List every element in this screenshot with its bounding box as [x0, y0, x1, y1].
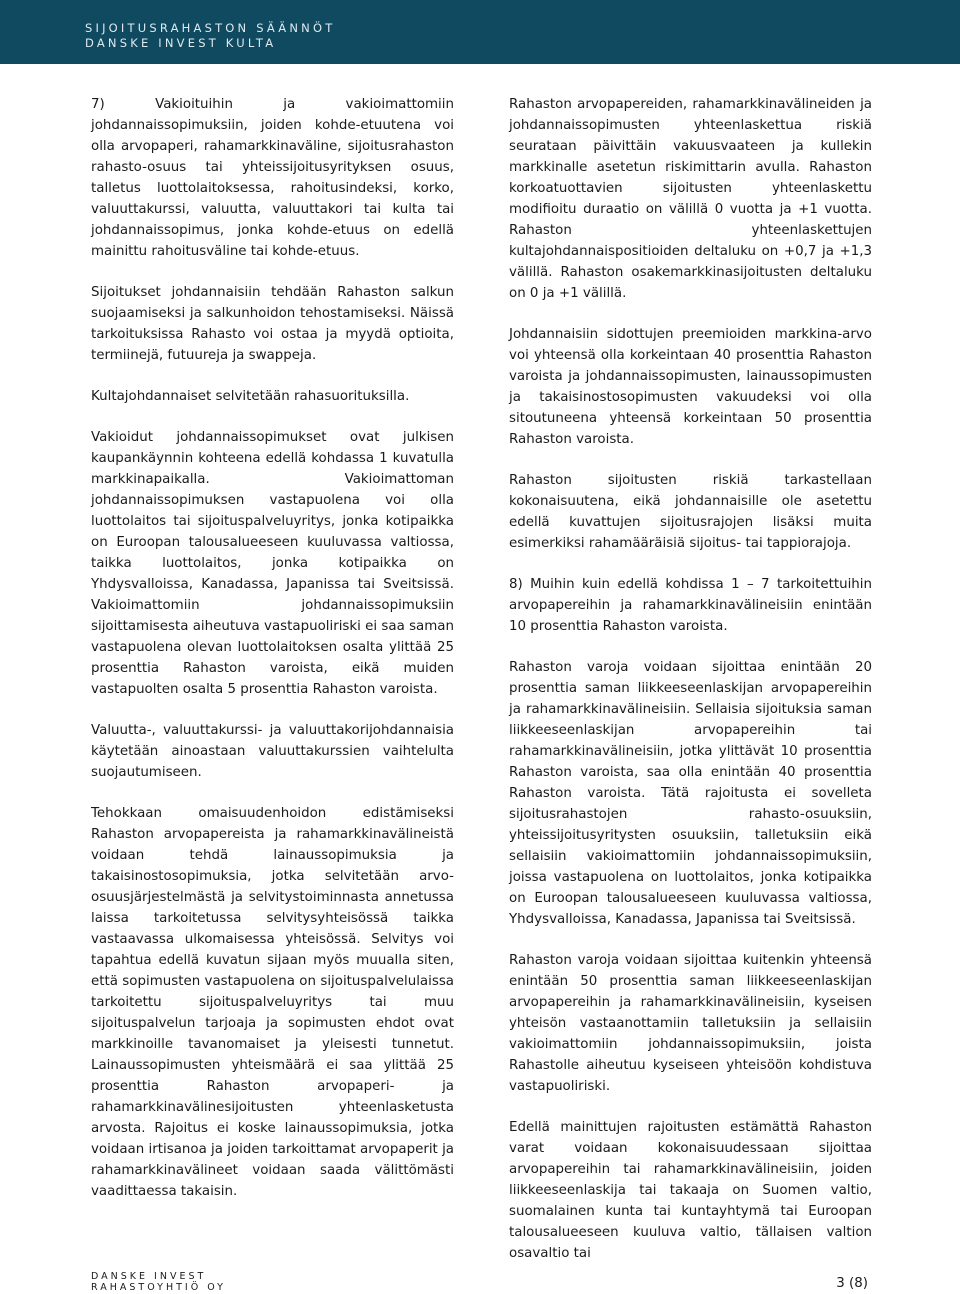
- paragraph: Tehokkaan omaisuudenhoidon edistämiseksi Rahaston arvopapereista ja rahamarkkinavälineistä voidaan tehdä lainaussopimuksia ja takaisinostosopimuksia, jotka selvitetään arvo-osuusjärjestelmästä ja selvitystoiminnasta annetussa laissa tarkoitetussa selvitysyhteisössä taikka vastaavassa ulkomaisessa yhteisössä. Selvitys voi tapahtua edellä kuvatun sijaan myös muualla siten, että sopimusten vastapuolena on sijoituspalvelulaissa tarkoitettu sijoituspalveluyritys tai muu sijoituspalvelun tarjoaja ja sopimusten ehdot ovat markkinoille tavanomaiset ja yleisesti tunnetut. Lainaussopimusten yhteismäärä ei saa ylittää 25 prosenttia Rahaston arvopaperi- ja rahamarkkinavälinesijoitusten yhteenlasketusta arvosta. Rajoitus ei koske lainaussopimuksia, jotka voidaan irtisanoa ja joiden tarkoittamat arvopaperit ja rahamarkkinavälineet voidaan saada välittömästi vaadittaessa takaisin.: [91, 806, 454, 1199]
- paragraph: Rahaston varoja voidaan sijoittaa enintään 20 prosenttia saman liikkeeseenlaskijan arvopapereihin ja rahamarkkinavälineisiin. Sellaisia sijoituksia saman liikkeeseenlaskijan arvopapereihin tai rahamarkkinavälineisiin, jotka ylittävät 10 prosenttia Rahaston varoista, saa olla enintään 40 prosenttia Rahaston varoista. Tätä rajoitusta ei sovelleta sijoitusrahastojen rahasto-osuuksiin, yhteissijoitusyritysten osuuksiin, talletuksiin eikä sellaisiin vakioimattomiin johdannaissopimuksiin, joissa vastapuolena on luottolaitos, jonka kotipaikka on Euroopan talousalueeseen kuuluvassa valtiossa, Yhdysvalloissa, Kanadassa, Japanissa tai Sveitsissä.: [509, 660, 872, 927]
- header-band: [0, 0, 960, 64]
- paragraph: Valuutta-, valuuttakurssi- ja valuuttakorijohdannaisia käytetään ainoastaan valuuttakurssien vaihtelulta suojautumiseen.: [91, 723, 454, 780]
- right-text-column: [509, 94, 872, 1284]
- paragraph: Sijoitukset johdannaisiin tehdään Rahaston salkun suojaamiseksi ja salkunhoidon tehostamiseksi. Näissä tarkoituksissa Rahasto voi ostaa ja myydä optioita, termiinejä, futuureja ja swappeja.: [91, 285, 454, 363]
- document-title: SIJOITUSRAHASTON SÄÄNNÖT: [85, 21, 336, 35]
- paragraph: 7) Vakioituihin ja vakioimattomiin johdannaissopimuksiin, joiden kohde-etuutena voi olla arvopaperi, rahamarkkinaväline, sijoitusrahaston rahasto-osuus tai yhteissijoitusyrityksen osuus, talletus luottolaitoksessa, rahoitusindeksi, korko, valuuttakurssi, valuutta, valuuttakori tai kulta tai johdannaissopimus, jonka kohde-etuus on edellä mainittu rahoitusväline tai kohde-etuus.: [91, 97, 454, 259]
- left-text-column: [91, 94, 454, 1222]
- paragraph: Rahaston sijoitusten riskiä tarkastellaan kokonaisuutena, eikä johdannaisille ole asetettu edellä kuvattujen sijoitusrajojen lisäksi muita esimerkiksi rahamääräisiä sijoitus- tai tappiorajoja.: [509, 473, 872, 551]
- page-number: 3 (8): [836, 1276, 868, 1291]
- paragraph: Kultajohdannaiset selvitetään rahasuorituksilla.: [91, 389, 410, 404]
- paragraph: Edellä mainittujen rajoitusten estämättä Rahaston varat voidaan kokonaisuudessaan sijoittaa arvopapereihin tai rahamarkkinavälineisiin, joiden liikkeeseenlaskija tai takaaja on Suomen valtio, suomalainen kunta tai kuntayhtymä tai Euroopan talousalueeseen kuuluva valtio, tällaisen valtion osavaltio tai: [509, 1120, 872, 1261]
- paragraph: Rahaston varoja voidaan sijoittaa kuitenkin yhteensä enintään 50 prosenttia saman liikkeeseenlaskijan arvopapereihin ja rahamarkkinavälineisiin, kyseisen yhteisön vastaanottamiin talletuksiin ja sellaisiin vakioimattomiin johdannaissopimuksiin, joista Rahastolle aiheutuu kyseiseen yhteisöön kohdistuva vastapuoliriski.: [509, 953, 872, 1094]
- footer-company-line2: RAHASTOYHTIÖ OY: [91, 1282, 226, 1293]
- paragraph: Johdannaisiin sidottujen preemioiden markkina-arvo voi yhteensä olla korkeintaan 40 prosenttia Rahaston varoista ja johdannaissopimusten, lainaussopimusten ja takaisinostosopimusten vakuudeksi voi olla sitoutuneena yhteensä korkeintaan 50 prosenttia Rahaston varoista.: [509, 327, 872, 447]
- paragraph: Vakioidut johdannaissopimukset ovat julkisen kaupankäynnin kohteena edellä kohdassa 1 kuvatulla markkinapaikalla. Vakioimattoman johdannaissopimuksen vastapuolena voi olla luottolaitos tai sijoituspalveluyritys, jonka kotipaikka on Euroopan talousalueeseen kuuluvassa valtiossa, taikka luottolaitos, jonka kotipaikka on Yhdysvalloissa, Kanadassa, Japanissa tai Sveitsissä. Vakioimattomiin johdannaissopimuksiin sijoittamisesta aiheutuva vastapuoliriski ei saa saman vastapuolena olevan luottolaitoksen osalta ylittää 25 prosenttia Rahaston varoista, eikä muiden vastapuolten osalta 5 prosenttia Rahaston varoista.: [91, 430, 454, 697]
- footer-company-line1: DANSKE INVEST: [91, 1271, 207, 1282]
- fund-name: DANSKE INVEST KULTA: [85, 36, 277, 50]
- paragraph: 8) Muihin kuin edellä kohdissa 1 – 7 tarkoitettuihin arvopapereihin ja rahamarkkinavälineisiin enintään 10 prosenttia Rahaston varoista.: [509, 577, 872, 634]
- paragraph: Rahaston arvopapereiden, rahamarkkinavälineiden ja johdannaissopimusten yhteenlaskettua riskiä seurataan päivittäin vakuusvaateen ja kullekin markkinalle asetetun riskimittarin avulla. Rahaston korkoatuottavien sijoitusten yhteenlaskettu modifioitu duraatio on välillä 0 vuotta ja +1 vuotta. Rahaston yhteenlaskettujen kultajohdannaispositioiden deltaluku on +0,7 ja +1,3 välillä. Rahaston osakemarkkinasijoitusten deltaluku on 0 ja +1 välillä.: [509, 97, 872, 301]
